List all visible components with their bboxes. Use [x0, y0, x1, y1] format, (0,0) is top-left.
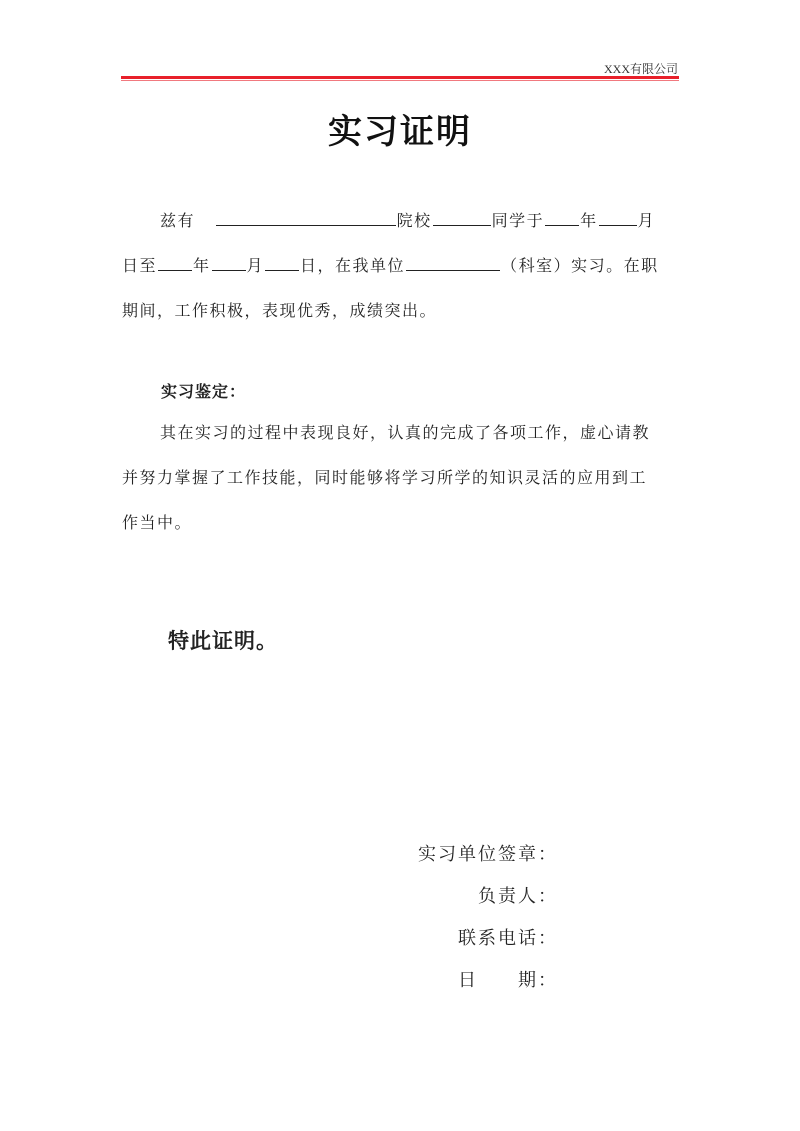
header-red-rule	[121, 76, 679, 79]
day-to-label: 日至	[122, 256, 158, 275]
document-title: 实习证明	[328, 112, 472, 152]
appraisal-line-1: 其在实习的过程中表现良好，认真的完成了各项工作，虚心请教	[160, 423, 651, 442]
unit-seal-label: 实习单位签章：	[418, 844, 558, 865]
start-year-blank[interactable]	[545, 211, 579, 226]
department-blank[interactable]	[406, 256, 500, 271]
end-day-blank[interactable]	[265, 256, 299, 271]
company-name: XXX有限公司	[604, 62, 678, 76]
appraisal-line-3: 作当中。	[122, 513, 193, 532]
end-month-label: 月	[246, 256, 265, 275]
end-month-blank[interactable]	[212, 256, 246, 271]
appraisal-text	[122, 410, 682, 545]
start-month-blank[interactable]	[599, 211, 637, 226]
year-label: 年	[580, 211, 598, 230]
intro-start-text: 兹有	[160, 211, 196, 230]
intro-line-3: 期间，工作积极，表现优秀，成绩突出。	[122, 301, 438, 320]
header-red-rule-thin	[121, 80, 679, 81]
date-label: 日 期：	[458, 970, 558, 991]
school-label: 院校	[396, 211, 432, 230]
month-label: 月	[637, 211, 656, 230]
day-unit-label: 日，在我单位	[300, 256, 406, 275]
end-year-label: 年	[193, 256, 211, 275]
end-year-blank[interactable]	[158, 256, 192, 271]
department-label: （科室）实习。在职	[501, 256, 659, 275]
intro-line-2	[122, 243, 682, 288]
school-blank[interactable]	[433, 211, 491, 226]
intro-line-1	[122, 198, 682, 243]
same-school-label: 同学于	[491, 211, 545, 230]
phone-label: 联系电话：	[458, 928, 558, 949]
closing-statement: 特此证明。	[168, 628, 278, 653]
student-name-blank[interactable]	[216, 211, 396, 226]
appraisal-label: 实习鉴定：	[161, 382, 247, 401]
person-in-charge-label: 负责人：	[478, 886, 558, 907]
appraisal-line-2: 并努力掌握了工作技能，同时能够将学习所学的知识灵活的应用到工	[122, 468, 648, 487]
